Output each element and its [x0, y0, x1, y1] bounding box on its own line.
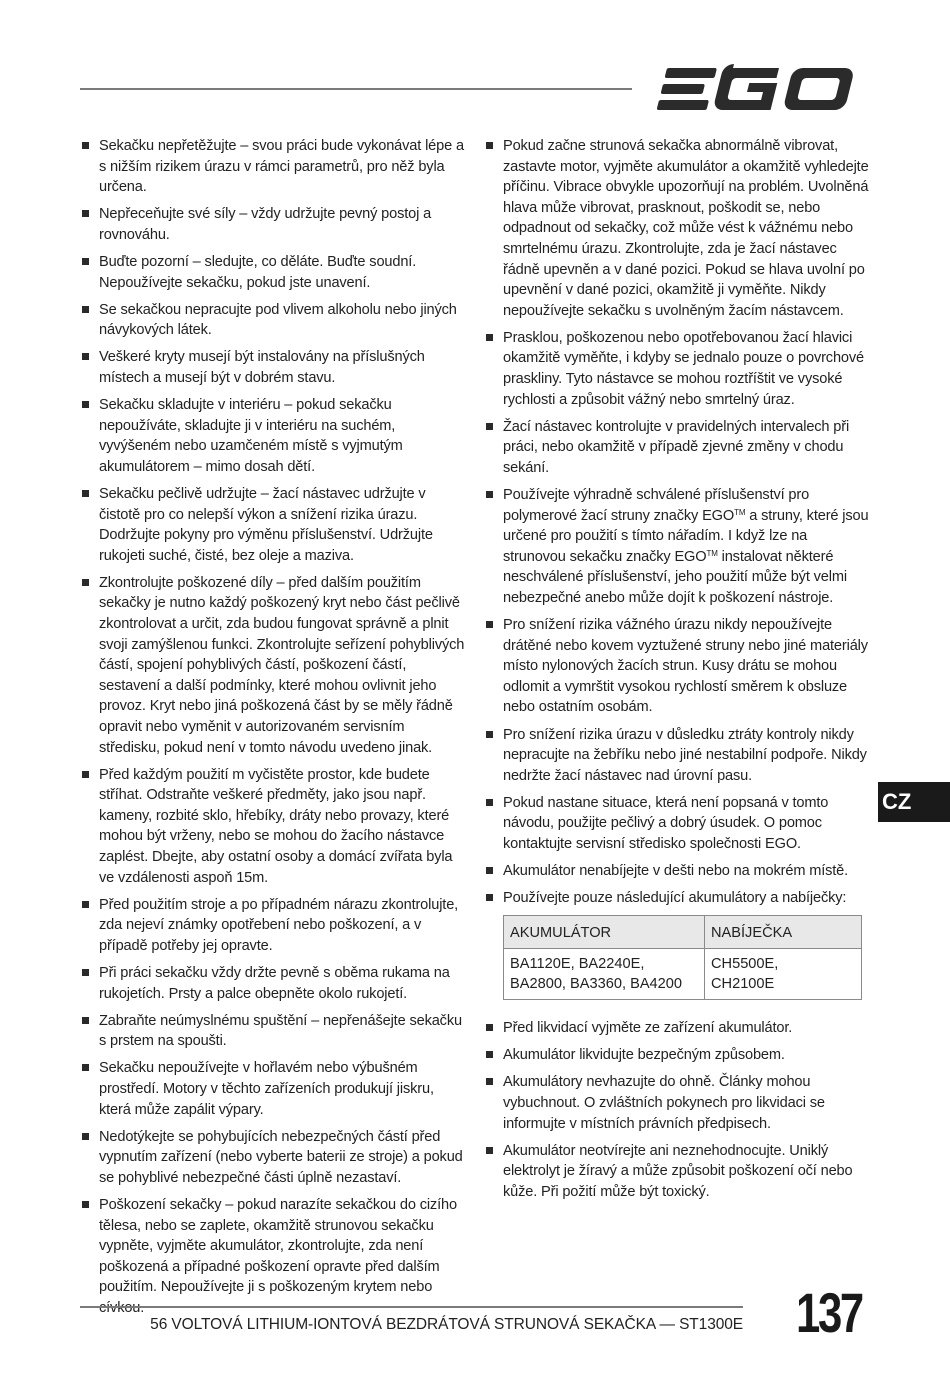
list-item: Akumulátory nevhazujte do ohně. Články mohou vybuchnout. O zvláštních pokynech pro likvidaci se informujte v místních právních předpisech.: [484, 1072, 869, 1134]
list-item: Zabraňte neúmyslnému spuštění – nepřenášejte sekačku s prstem na spoušti.: [80, 1011, 465, 1052]
list-item: Poškození sekačky – pokud narazíte sekačkou do cizího tělesa, nebo se zaplete, okamžitě strunovou sekačku vypněte, vyjměte akumulátor, zkontrolujte, zda není poškozená a případné poškození opravte před dalším použitím. Nepoužívejte ji s poškozeným krytem nebo: [80, 1195, 465, 1319]
square-bullet-icon: [82, 142, 89, 149]
list-item: Používejte pouze následující akumulátory a nabíječky:: [484, 888, 869, 909]
header-rule: [80, 88, 632, 90]
trademark-mark: TM: [734, 507, 746, 517]
list-item: Akumulátor likvidujte bezpečným způsobem.: [484, 1045, 869, 1066]
square-bullet-icon: [486, 799, 493, 806]
table-header-charger: NABÍJEČKA: [705, 916, 862, 949]
list-item: Nepřeceňujte své síly – vždy udržujte pevný postoj a rovnováhu.: [80, 204, 465, 245]
square-bullet-icon: [82, 771, 89, 778]
footer-rule: [80, 1306, 743, 1308]
square-bullet-icon: [486, 1024, 493, 1031]
square-bullet-icon: [82, 969, 89, 976]
square-bullet-icon: [486, 731, 493, 738]
list-item: Sekačku pečlivě udržujte – žací nástavec udržujte v čistotě pro co nelepší výkon a snížení rizika úrazu. Dodržujte pokyny pro výměnu příslušenství. Udržujte rukojeti suché, čisté, bez oleje a maziva.: [80, 484, 465, 566]
list-item: Nedotýkejte se pohybujících nebezpečných částí před vypnutím zařízení (nebo vyberte baterii ze stroje) a pokud se pohyblivé nebezpečné části úplně nezastaví.: [80, 1127, 465, 1189]
list-item: Veškeré kryty musejí být instalovány na příslušných místech a musejí být v dobrém stavu.: [80, 347, 465, 388]
square-bullet-icon: [82, 1201, 89, 1208]
list-item: Zkontrolujte poškozené díly – před dalším použitím sekačky je nutno každý poškozený kryt nebo část pečlivě zkontrolovat a určit, zda budou fungovat správně a plnit svoji zamýšlenou funkci. Zkontrolujte seřízení pohyblivých částí, spojení pohyblivých částí, poškození částí, sestavení a další podmínky, které mohou ovlivnit jeho provoz. Kryt nebo jiná poškozená část by se měly řádně opravit nebo vyměnit v autorizovaném servisním středisku, pokud není v tomto návodu uvedeno jinak.: [80, 573, 465, 758]
list-item: Sekačku nepřetěžujte – svou práci bude vykonávat lépe a s nižším rizikem úrazu v rámci parametrů, pro něž byla určena.: [80, 136, 465, 198]
language-tab: CZ: [878, 782, 950, 822]
square-bullet-icon: [486, 334, 493, 341]
list-item: Před každým použití m vyčistěte prostor, kde budete stříhat. Odstraňte veškeré předměty, jako jsou např. kameny, rozbité sklo, hřebíky, dráty nebo provazy, které mohou být vrženy, nebo se mohou do žacího nástavce zaplést. Dbejte, aby ostatní osoby a domácí zvířata byla ve vzdálenosti aspoň 15m.: [80, 765, 465, 889]
square-bullet-icon: [486, 894, 493, 901]
table-cell-batteries: BA1120E, BA2240E, BA2800, BA3360, BA4200: [504, 949, 705, 1000]
square-bullet-icon: [82, 258, 89, 265]
square-bullet-icon: [486, 491, 493, 498]
list-item: [484, 485, 869, 609]
footer-title: 56 VOLTOVÁ LITHIUM-IONTOVÁ BEZDRÁTOVÁ STRUNOVÁ SEKAČKA — ST1300E: [150, 1316, 743, 1333]
square-bullet-icon: [486, 621, 493, 628]
list-item: Pro snížení rizika vážného úrazu nikdy nepoužívejte drátěné nebo kovem vyztužené struny nebo jiné materiály místo nylonových žacích strun. Kusy drátu se mohou odlomit a vymrštit vysokou rychlostí směrem k obsluze nebo ostatním osobám.: [484, 615, 869, 718]
square-bullet-icon: [82, 490, 89, 497]
battery-charger-table: [503, 915, 862, 1000]
square-bullet-icon: [82, 401, 89, 408]
list-item: Prasklou, poškozenou nebo opotřebovanou žací hlavici okamžitě vyměňte, i kdyby se jednalo pouze o povrchové praskliny. Tyto nástavce se mohou roztříštit ve vysoké rychlosti a způsobit vážný nebo smrtelný úraz.: [484, 328, 869, 410]
square-bullet-icon: [82, 1133, 89, 1140]
square-bullet-icon: [486, 867, 493, 874]
list-item: Při práci sekačku vždy držte pevně s oběma rukama na rukojetích. Prsty a palce obepněte okolo rukojetí.: [80, 963, 465, 1004]
list-item: Před likvidací vyjměte ze zařízení akumulátor.: [484, 1018, 869, 1039]
square-bullet-icon: [486, 423, 493, 430]
list-item: Akumulátor neotvírejte ani neznehodnocujte. Uniklý elektrolyt je žíravý a může způsobit poškození očí nebo kůže. Při požití může být toxický.: [484, 1141, 869, 1203]
square-bullet-icon: [82, 901, 89, 908]
ego-logo: [650, 64, 862, 114]
square-bullet-icon: [486, 1078, 493, 1085]
list-item: Akumulátor nenabíjejte v dešti nebo na mokrém místě.: [484, 861, 869, 882]
square-bullet-icon: [82, 1017, 89, 1024]
list-item: Pokud začne strunová sekačka abnormálně vibrovat, zastavte motor, vyjměte akumulátor a okamžitě vyhledejte příčinu. Vibrace obvykle upozorňují na problém. Uvolněná hlava může vibrovat, prasknout, poškodit se, nebo odpadnout od sekačky, což může vést k vážnému nebo smrtelnému úrazu. Zkontrolujte, zda je žací nástavec řádně upevněn a v dané pozici. Pokud se hlava uvolní po upevnění v dané pozici, okamžitě ji vyměňte. Nikdy nepoužívejte sekačku s uvolněným žacím nástavcem.: [484, 136, 869, 321]
square-bullet-icon: [82, 1064, 89, 1071]
list-item: Se sekačkou nepracujte pod vlivem alkoholu nebo jiných návykových látek.: [80, 300, 465, 341]
table-header-battery: AKUMULÁTOR: [504, 916, 705, 949]
page-number: 137: [796, 1281, 862, 1344]
table-row: [504, 949, 862, 1000]
list-item: Sekačku skladujte v interiéru – pokud sekačku nepoužíváte, skladujte ji v interiéru na suchém, vyvýšeném nebo uzamčeném místě s vyjmutým akumulátorem – mimo dosah dětí.: [80, 395, 465, 477]
right-column: [484, 136, 869, 1209]
list-item: Žací nástavec kontrolujte v pravidelných intervalech při práci, nebo okamžitě v případě zjevné změny v chodu sekání.: [484, 417, 869, 479]
trademark-mark: TM: [706, 548, 718, 558]
square-bullet-icon: [82, 210, 89, 217]
square-bullet-icon: [82, 353, 89, 360]
list-item: Pokud nastane situace, která není popsaná v tomto návodu, použijte pečlivý a dobrý úsudek. O pomoc kontaktujte servisní středisko společnosti EGO.: [484, 793, 869, 855]
square-bullet-icon: [82, 579, 89, 586]
list-item: Buďte pozorní – sledujte, co děláte. Buďte soudní. Nepoužívejte sekačku, pokud jste unavení.: [80, 252, 465, 293]
left-column: [80, 136, 465, 1325]
square-bullet-icon: [486, 1147, 493, 1154]
square-bullet-icon: [486, 1051, 493, 1058]
table-cell-chargers: CH5500E, CH2100E: [705, 949, 862, 1000]
list-item: Před použitím stroje a po případném nárazu zkontrolujte, zda nejeví známky opotřebení nebo poškození, a v případě potřeby jej opravte.: [80, 895, 465, 957]
square-bullet-icon: [82, 306, 89, 313]
accessories-text: Používejte výhradně schválené příslušenství pro polymerové žací struny značky EGO™ a struny, které jsou určené pro použití s tímto nářadím. I když lze na strunovou sekačku značky EGO™ instalovat některé neschválené příslušenství, jeho použití může být velmi nebezpečné anebo může dojít k poškození nástroje.: [503, 487, 869, 606]
table-header-row: [504, 916, 862, 949]
list-item: Sekačku nepoužívejte v hořlavém nebo výbušném prostředí. Motory v těchto zařízeních produkují jiskru, která může zapálit výpary.: [80, 1058, 465, 1120]
list-item: Pro snížení rizika úrazu v důsledku ztráty kontroly nikdy nepracujte na žebříku nebo jiné nestabilní podpoře. Nikdy nedržte žací nástavec nad úrovní pasu.: [484, 725, 869, 787]
square-bullet-icon: [486, 142, 493, 149]
